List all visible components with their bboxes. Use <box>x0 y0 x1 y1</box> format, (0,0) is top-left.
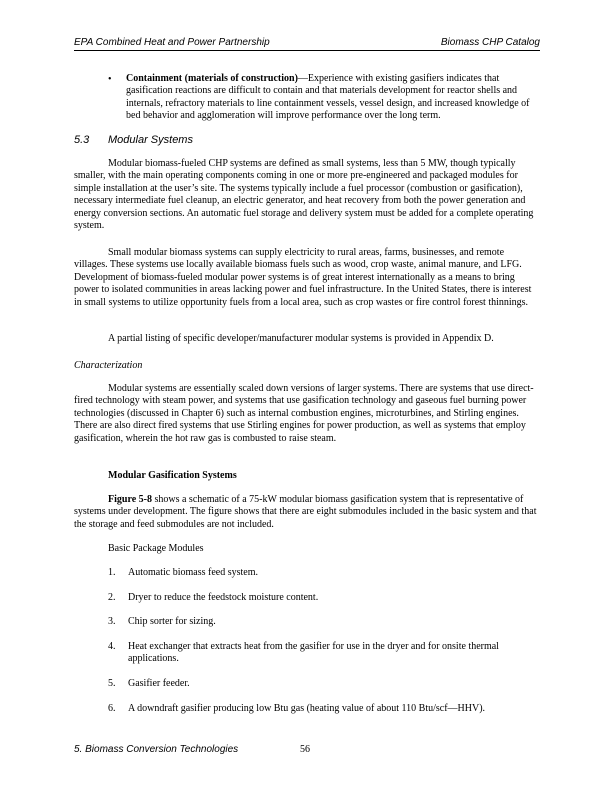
bullet-term: Containment (materials of construction) <box>126 73 298 84</box>
paragraph-small-systems: Small modular biomass systems can supply electricity to rural areas, farms, businesses, and remote villages. These systems use locally available biomass fuels such as wood, crop waste, animal manure, and LFG. Development of biomass-fueled modular power systems is of great interest internationally as a means to bring power to isolated communities in areas lacking power and fuel infrastructure. In the United States, there is interest in small systems to utilize opportunity fuels from a local area, such as crop wastes or fire control forest thinnings. <box>74 247 532 308</box>
list-text: Dryer to reduce the feedstock moisture content. <box>128 592 319 603</box>
figure-reference: Figure 5-8 <box>108 494 152 505</box>
basic-package-label: Basic Package Modules <box>108 543 204 554</box>
figure-description: shows a schematic of a 75-kW modular biomass gasification system that is representative of systems under development. The figure shows that there are eight submodules included in the basic system and that the storage and feed submodules are not included. <box>74 494 537 530</box>
header-right: Biomass CHP Catalog <box>440 37 540 48</box>
bullet-marker: • <box>108 74 112 85</box>
header-left: EPA Combined Heat and Power Partnership <box>74 37 270 48</box>
page-header <box>74 36 540 51</box>
list-number: 4. <box>108 641 116 652</box>
page-number: 56 <box>300 744 310 755</box>
footer-chapter: 5. Biomass Conversion Technologies <box>74 744 239 755</box>
characterization-heading: Characterization <box>74 360 143 371</box>
list-number: 3. <box>108 616 116 627</box>
list-text: Gasifier feeder. <box>128 678 190 689</box>
list-number: 1. <box>108 567 116 578</box>
list-text: A downdraft gasifier producing low Btu gas (heating value of about 110 Btu/scf—HHV). <box>128 703 486 714</box>
page-footer <box>74 744 310 755</box>
section-number: 5.3 <box>74 134 90 146</box>
section-heading <box>74 134 193 146</box>
list-number: 2. <box>108 592 116 603</box>
list-text: Chip sorter for sizing. <box>128 616 216 627</box>
paragraph-definition: Modular biomass-fueled CHP systems are defined as small systems, less than 5 MW, though typically smaller, with the main operating components coming in one or more pre-engineered and packaged modules for simple installation at the user’s site. The systems typically include a fuel processor (combustion or gasification), necessary intermediate fuel cleanup, an electric generator, and heat recovery from both the power generation and energy conversion sections. An automatic fuel storage and delivery system must be added for a complete operating system. <box>74 158 534 232</box>
list-item <box>108 592 540 604</box>
list-item <box>108 678 540 690</box>
gasification-heading: Modular Gasification Systems <box>108 470 237 481</box>
bullet-text: —Experience with existing gasifiers indicates that gasification reactions are difficult to contain and that materials development for reactor shells and internals, refractory materials to line containment vessels, vessel design, and increased knowledge of bed behavior and agglomeration will improve performance over the long term. <box>126 73 530 122</box>
section-title: Modular Systems <box>108 134 193 146</box>
list-item <box>108 641 540 666</box>
list-item <box>108 616 540 628</box>
list-number: 5. <box>108 678 116 689</box>
paragraph-figure <box>74 494 540 531</box>
paragraph-characterization: Modular systems are essentially scaled down versions of larger systems. There are systems that use direct-fired technology with steam power, and systems that use gasification technology and gaseous fuel burning power technologies (discussed in Chapter 6) such as internal combustion engines, microturbines, and Stirling engines. There are also direct fired systems that use Stirling engines for power production, as well as systems that employ gasification, wherein the hot raw gas is combusted to raise steam. <box>74 383 534 444</box>
list-text: Automatic biomass feed system. <box>128 567 258 578</box>
list-item <box>108 567 540 579</box>
list-number: 6. <box>108 703 116 714</box>
paragraph-appendix: A partial listing of specific developer/manufacturer modular systems is provided in Appendix D. <box>108 333 494 344</box>
list-item <box>108 703 540 715</box>
list-text: Heat exchanger that extracts heat from the gasifier for use in the dryer and for onsite thermal applications. <box>128 641 499 665</box>
containment-bullet <box>126 73 540 123</box>
